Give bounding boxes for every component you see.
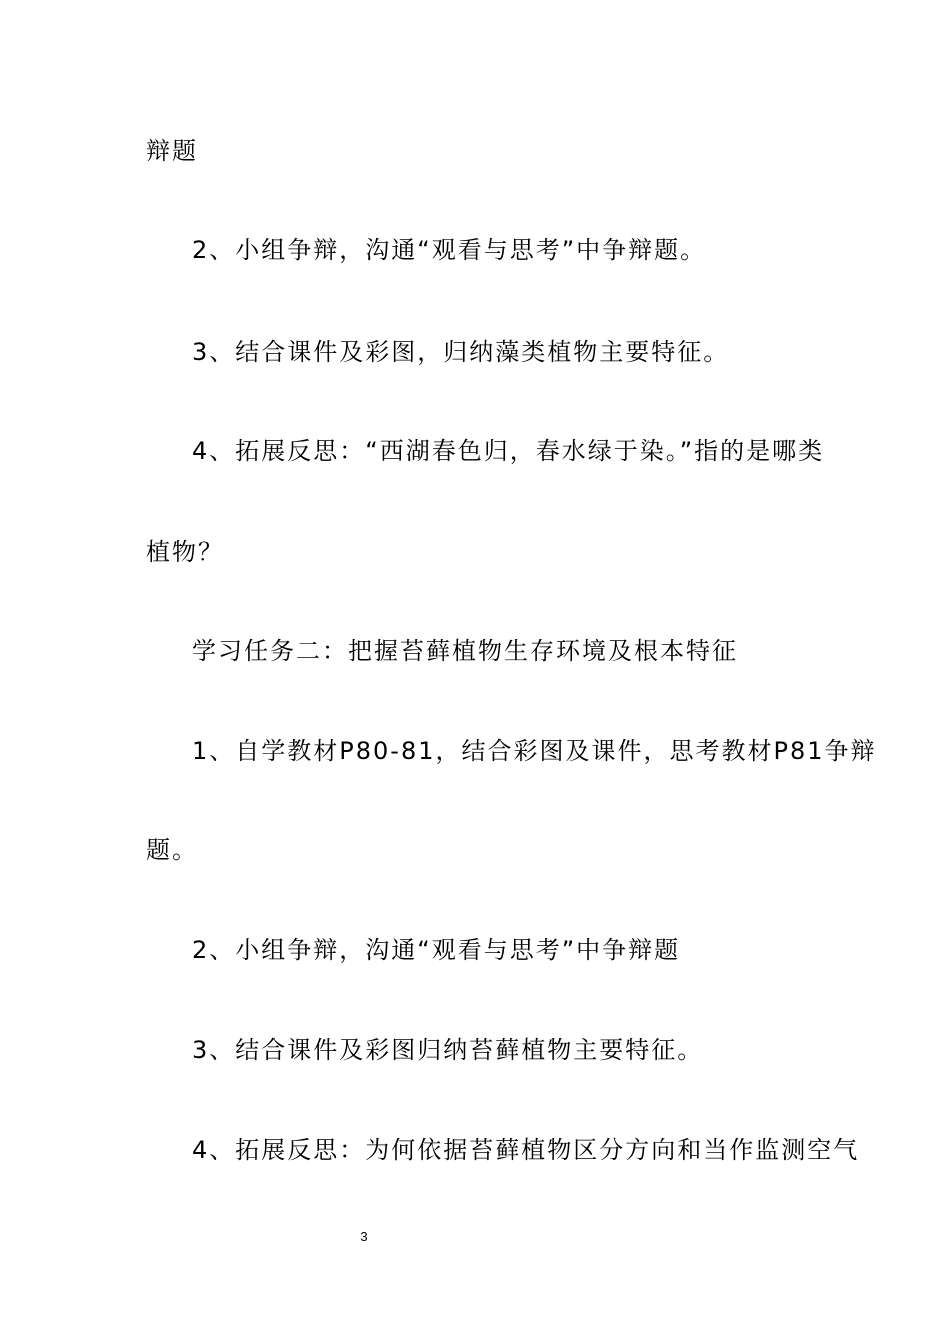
page-number: 3 [360, 1229, 368, 1244]
paragraph-item-1-self-study-continued: 题。 [146, 836, 198, 864]
paragraph-item-4-moss-reflection: 4、拓展反思：为何依据苔藓植物区分方向和当作监测空气 [192, 1136, 860, 1164]
paragraph-item-2-discussion-moss: 2、小组争辩，沟通“观看与思考”中争辩题 [192, 936, 681, 964]
paragraph-item-3-moss-features: 3、结合课件及彩图归纳苔藓植物主要特征。 [192, 1036, 704, 1064]
paragraph-item-4-reflection-continued: 植物？ [146, 538, 224, 566]
paragraph-item-3-algae-features: 3、结合课件及彩图，归纳藻类植物主要特征。 [192, 338, 730, 366]
paragraph-item-2-discussion: 2、小组争辩，沟通“观看与思考”中争辩题。 [192, 236, 707, 264]
paragraph-line-continuation: 辩题 [146, 137, 198, 165]
paragraph-item-4-reflection: 4、拓展反思：“西湖春色归，春水绿于染。”指的是哪类 [192, 437, 825, 465]
paragraph-item-1-self-study: 1、自学教材P80-81，结合彩图及课件，思考教材P81争辩 [192, 737, 877, 765]
section-heading-task-two: 学习任务二：把握苔藓植物生存环境及根本特征 [192, 637, 738, 665]
